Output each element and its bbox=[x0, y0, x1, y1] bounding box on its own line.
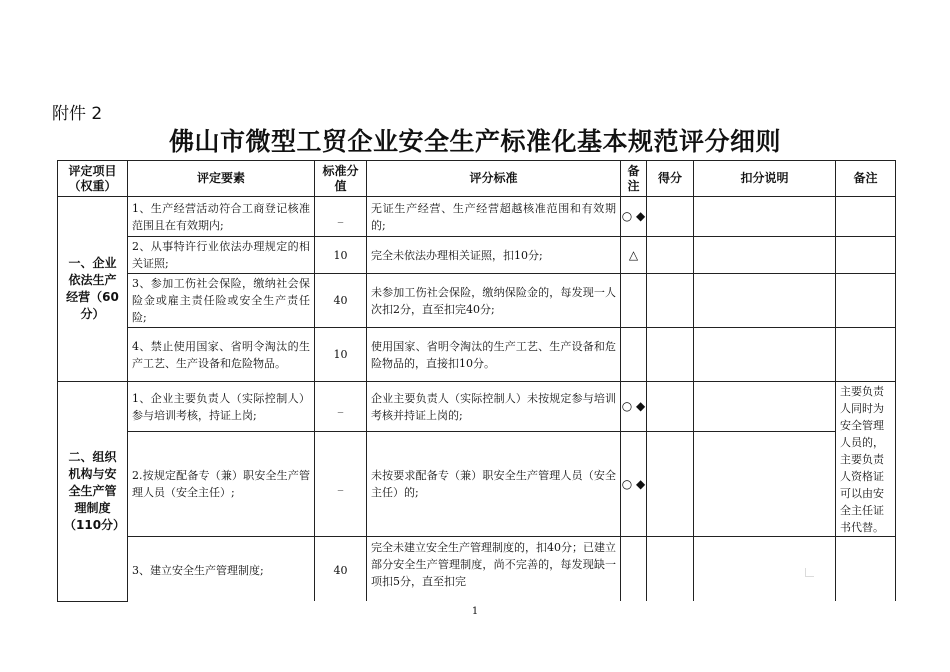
criteria-cell: 无证生产经营、生产经营超越核准范围和有效期的; bbox=[367, 197, 621, 237]
category-cell: 一、企业依法生产经营（60分） bbox=[58, 197, 128, 382]
page-number: 1 bbox=[471, 606, 479, 617]
deduction-cell bbox=[694, 197, 836, 237]
header-deduction: 扣分说明 bbox=[694, 161, 836, 197]
mark-cell bbox=[621, 328, 647, 382]
score-cell bbox=[647, 382, 694, 432]
mark-cell: ○ ◆ bbox=[621, 432, 647, 537]
score-cell bbox=[647, 537, 694, 602]
criteria-cell: 未按要求配备专（兼）职安全生产管理人员（安全主任）的; bbox=[367, 432, 621, 537]
criteria-cell: 完全未建立安全生产管理制度的，扣40分；已建立部分安全生产管理制度，尚不完善的，每发现缺一项扣5分，直至扣完 bbox=[367, 537, 621, 602]
deduction-cell bbox=[694, 382, 836, 432]
deduction-cell bbox=[694, 432, 836, 537]
note-cell bbox=[836, 274, 896, 328]
score-cell bbox=[647, 274, 694, 328]
std-score-cell: _ bbox=[315, 382, 367, 432]
header-note: 备注 bbox=[836, 161, 896, 197]
header-item: 评定项目（权重） bbox=[58, 161, 128, 197]
decorative-mark bbox=[805, 568, 814, 577]
requirement-cell: 2、从事特许行业依法办理规定的相关证照; bbox=[128, 237, 315, 274]
deduction-cell bbox=[694, 274, 836, 328]
deduction-cell bbox=[694, 237, 836, 274]
document-title: 佛山市微型工贸企业安全生产标准化基本规范评分细则 bbox=[168, 127, 781, 156]
annex-label: 附件 2 bbox=[52, 104, 103, 124]
note-cell bbox=[836, 328, 896, 382]
note-cell: 主要负责人同时为安全管理人员的，主要负责人资格证可以由安全主任证书代替。 bbox=[836, 382, 896, 537]
score-cell bbox=[647, 328, 694, 382]
criteria-cell: 使用国家、省明令淘汰的生产工艺、生产设备和危险物品的，直接扣10分。 bbox=[367, 328, 621, 382]
table-row bbox=[58, 328, 896, 382]
note-cell bbox=[836, 197, 896, 237]
requirement-cell: 3、建立安全生产管理制度; bbox=[128, 537, 315, 602]
deduction-cell bbox=[694, 537, 836, 602]
std-score-cell: _ bbox=[315, 197, 367, 237]
table-row bbox=[58, 237, 896, 274]
std-score-cell: 10 bbox=[315, 237, 367, 274]
note-cell bbox=[836, 237, 896, 274]
header-score: 得分 bbox=[647, 161, 694, 197]
header-requirement: 评定要素 bbox=[128, 161, 315, 197]
requirement-cell: 4、禁止使用国家、省明令淘汰的生产工艺、生产设备和危险物品。 bbox=[128, 328, 315, 382]
scoring-table bbox=[57, 160, 896, 602]
requirement-cell: 3、参加工伤社会保险，缴纳社会保险金或雇主责任险或安全生产责任险; bbox=[128, 274, 315, 328]
deduction-cell bbox=[694, 328, 836, 382]
table-header-row bbox=[58, 161, 896, 197]
requirement-cell: 2.按规定配备专（兼）职安全生产管理人员（安全主任）; bbox=[128, 432, 315, 537]
table-row bbox=[58, 197, 896, 237]
score-cell bbox=[647, 432, 694, 537]
table-row bbox=[58, 537, 896, 602]
std-score-cell: _ bbox=[315, 432, 367, 537]
criteria-cell: 企业主要负责人（实际控制人）未按规定参与培训考核并持证上岗的; bbox=[367, 382, 621, 432]
header-criteria: 评分标准 bbox=[367, 161, 621, 197]
std-score-cell: 10 bbox=[315, 328, 367, 382]
mark-cell bbox=[621, 274, 647, 328]
table-row bbox=[58, 274, 896, 328]
requirement-cell: 1、生产经营活动符合工商登记核准范围且在有效期内; bbox=[128, 197, 315, 237]
mark-cell: ○ ◆ bbox=[621, 197, 647, 237]
mark-cell: ○ ◆ bbox=[621, 382, 647, 432]
note-cell bbox=[836, 537, 896, 602]
criteria-cell: 完全未依法办理相关证照，扣10分; bbox=[367, 237, 621, 274]
score-cell bbox=[647, 237, 694, 274]
table-row bbox=[58, 382, 896, 432]
category-cell: 二、组织机构与安全生产管理制度（110分） bbox=[58, 382, 128, 602]
table-row bbox=[58, 432, 896, 537]
criteria-cell: 未参加工伤社会保险，缴纳保险金的，每发现一人次扣2分，直至扣完40分; bbox=[367, 274, 621, 328]
mark-cell: △ bbox=[621, 237, 647, 274]
std-score-cell: 40 bbox=[315, 274, 367, 328]
requirement-cell: 1、企业主要负责人（实际控制人）参与培训考核，持证上岗; bbox=[128, 382, 315, 432]
std-score-cell: 40 bbox=[315, 537, 367, 602]
mark-cell bbox=[621, 537, 647, 602]
header-remark-mark: 备注 bbox=[621, 161, 647, 197]
header-std-score: 标准分值 bbox=[315, 161, 367, 197]
score-cell bbox=[647, 197, 694, 237]
